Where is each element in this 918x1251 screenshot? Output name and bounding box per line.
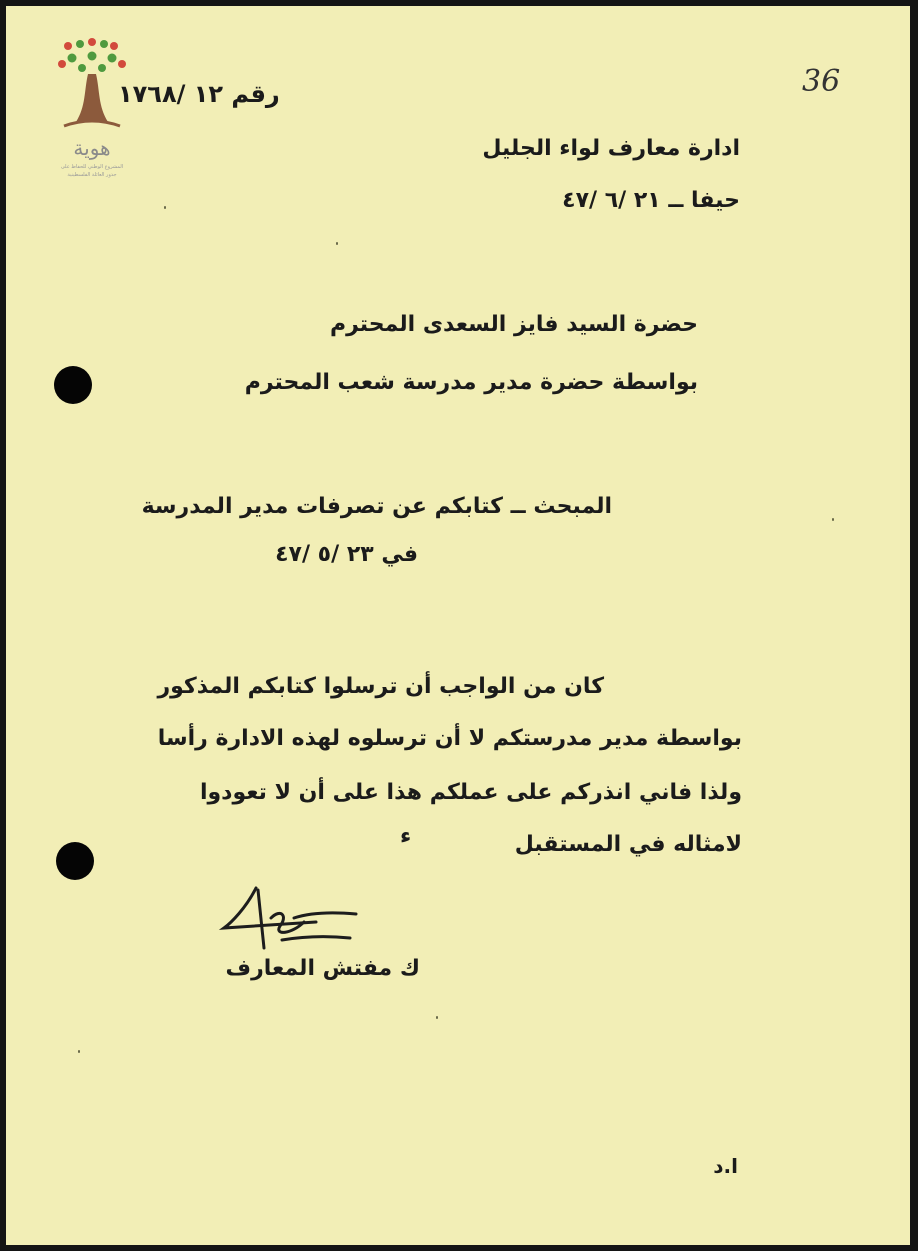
punch-hole-bottom (56, 842, 94, 880)
subject-line-1: المبحث ــ كتابكم عن تصرفات مدير المدرسة (141, 494, 612, 519)
reference-number (118, 80, 280, 108)
watermark-subtitle-1: المشروع الوطني للحفاظ على (60, 164, 124, 170)
subject-line-2: في ٢٣ /٥ /٤٧ (275, 542, 418, 567)
closing-mark: ء (400, 824, 412, 849)
punch-hole-top (54, 366, 92, 404)
paper-speck (78, 1050, 80, 1053)
body-line-1: كان من الواجب أن ترسلوا كتابكم المذكور (157, 674, 604, 699)
paper-speck (164, 206, 166, 209)
footer-initials: ا.د (713, 1154, 738, 1178)
document-page (6, 6, 910, 1245)
place-date: حيفا ــ ٢١ /٦ /٤٧ (562, 188, 740, 213)
paper-speck (832, 518, 834, 521)
handwritten-page-number: 36 (802, 64, 841, 99)
office-name: ادارة معارف لواء الجليل (482, 136, 740, 161)
reference-value: ١٢ /١٧٦٨ (118, 80, 224, 108)
body-line-3: ولذا فاني انذركم على عملكم هذا على أن لا تعودوا (199, 780, 742, 805)
body-line-2: بواسطة مدير مدرستكم لا أن ترسلوه لهذه الادارة رأسا (157, 726, 742, 751)
watermark-subtitle-2: جذور العائلة الفلسطينية (67, 172, 117, 178)
watermark-title: هوية (73, 136, 111, 160)
watermark-logo (54, 36, 130, 196)
handwritten-signature (216, 878, 376, 968)
paper-speck (336, 242, 338, 245)
addressee-line-2: بواسطة حضرة مدير مدرسة شعب المحترم (244, 370, 698, 395)
signature-title: ك مفتش المعارف (225, 956, 420, 981)
paper-speck (436, 1016, 438, 1019)
reference-label: رقم (231, 80, 280, 108)
addressee-line-1: حضرة السيد فايز السعدى المحترم (329, 312, 698, 337)
body-line-4: لامثاله في المستقبل (514, 832, 742, 857)
